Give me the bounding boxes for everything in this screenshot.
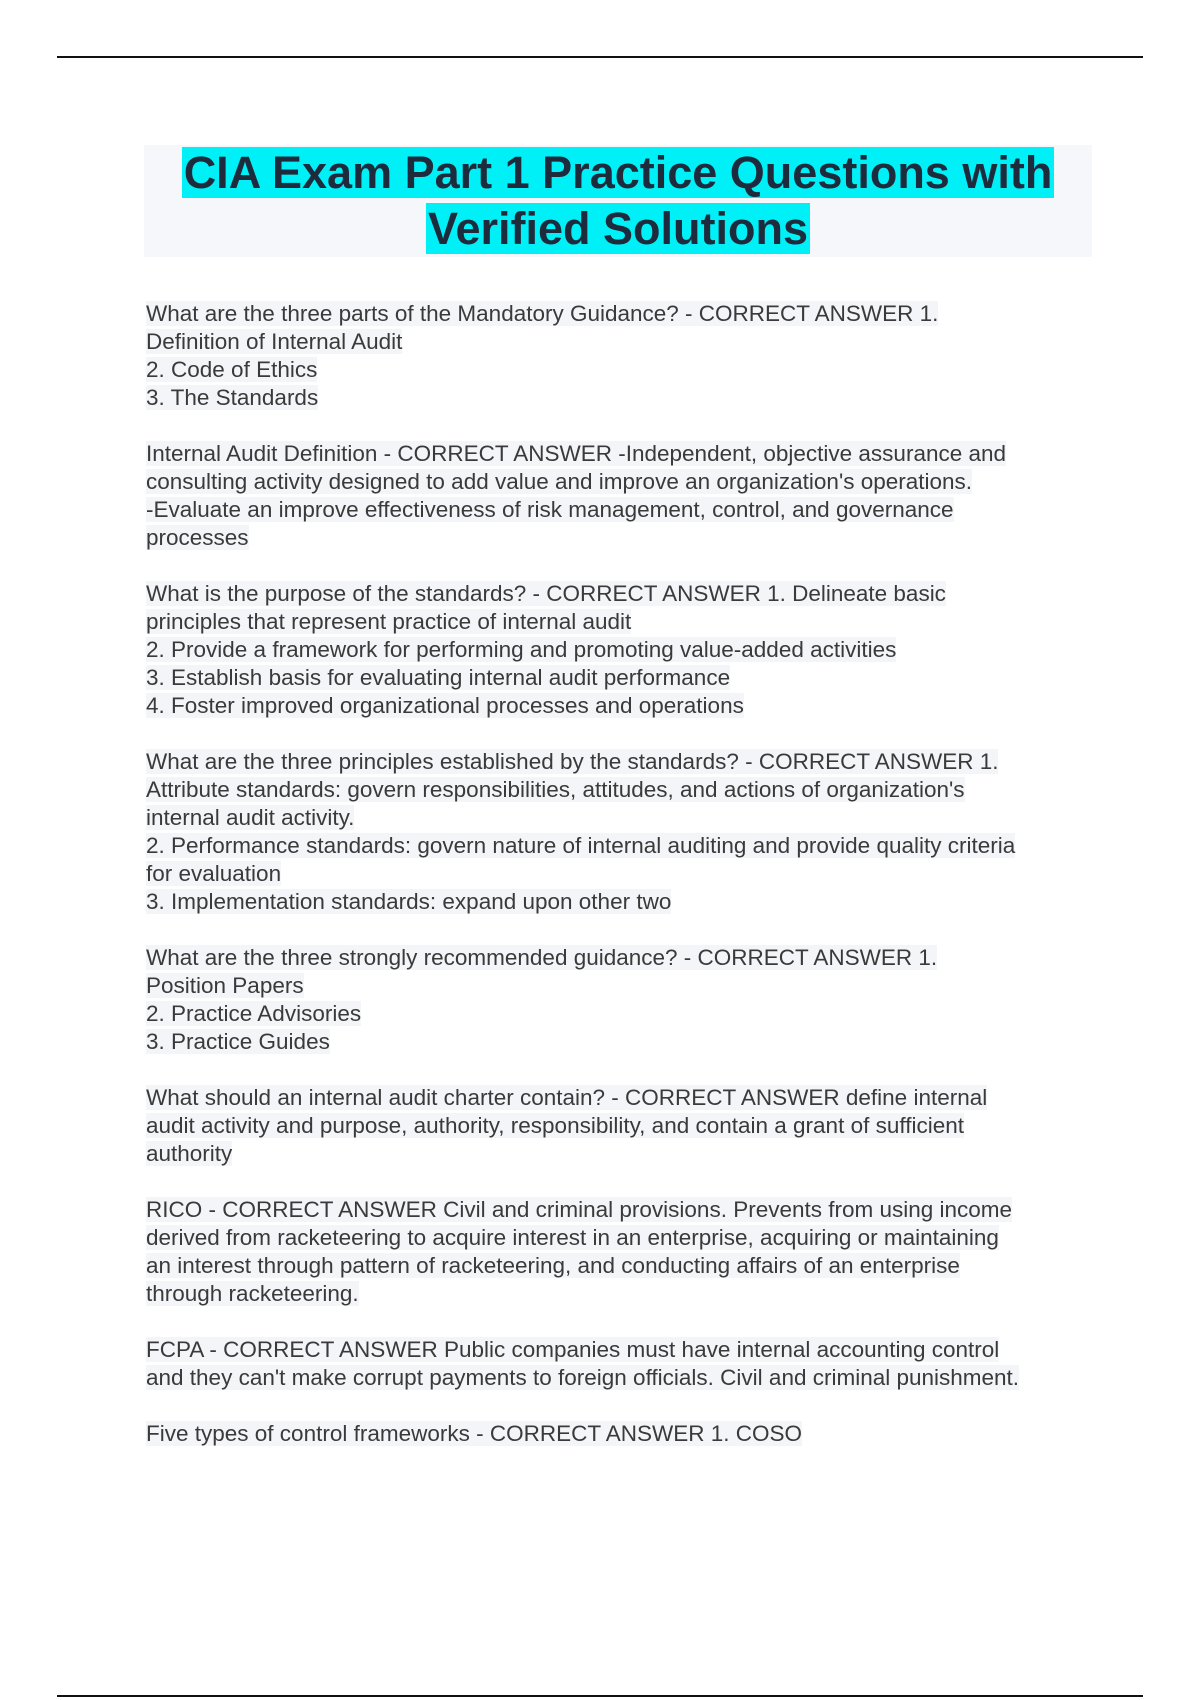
top-rule xyxy=(57,56,1143,58)
qa-item xyxy=(146,300,1086,412)
qa-item xyxy=(146,580,1086,720)
qa-line: 3. Practice Guides xyxy=(146,1029,330,1054)
title-line-2: Verified Solutions xyxy=(427,203,809,254)
qa-line: audit activity and purpose, authority, responsibility, and contain a grant of sufficient xyxy=(146,1113,964,1138)
qa-line: 3. Establish basis for evaluating internal audit performance xyxy=(146,665,731,690)
qa-line: What are the three strongly recommended guidance? - CORRECT ANSWER 1. xyxy=(146,945,938,970)
title-line-1: CIA Exam Part 1 Practice Questions with xyxy=(183,147,1053,198)
qa-line: 4. Foster improved organizational processes and operations xyxy=(146,693,744,718)
qa-item xyxy=(146,1336,1086,1392)
qa-line: -Evaluate an improve effectiveness of risk management, control, and governance xyxy=(146,497,954,522)
qa-line: an interest through pattern of racketeering, and conducting affairs of an enterprise xyxy=(146,1253,960,1278)
qa-line: Five types of control frameworks - CORRECT ANSWER 1. COSO xyxy=(146,1421,802,1446)
qa-line: What are the three principles established by the standards? - CORRECT ANSWER 1. xyxy=(146,749,999,774)
qa-line: 3. Implementation standards: expand upon other two xyxy=(146,889,672,914)
bottom-rule xyxy=(57,1695,1143,1697)
qa-list xyxy=(146,300,1086,1476)
qa-item xyxy=(146,1420,1086,1448)
qa-line: 2. Practice Advisories xyxy=(146,1001,362,1026)
qa-line: through racketeering. xyxy=(146,1281,359,1306)
qa-line: Position Papers xyxy=(146,973,304,998)
qa-line: 2. Performance standards: govern nature of internal auditing and provide quality criteria xyxy=(146,833,1016,858)
qa-line: 2. Provide a framework for performing and promoting value-added activities xyxy=(146,637,897,662)
qa-line: FCPA - CORRECT ANSWER Public companies must have internal accounting control xyxy=(146,1337,1000,1362)
document-title xyxy=(144,145,1092,257)
qa-item xyxy=(146,440,1086,552)
qa-item xyxy=(146,1196,1086,1308)
qa-line: for evaluation xyxy=(146,861,282,886)
qa-line: derived from racketeering to acquire interest in an enterprise, acquiring or maintaining xyxy=(146,1225,999,1250)
qa-line: What are the three parts of the Mandatory Guidance? - CORRECT ANSWER 1. xyxy=(146,301,939,326)
qa-line: Internal Audit Definition - CORRECT ANSWER -Independent, objective assurance and xyxy=(146,441,1007,466)
qa-line: What is the purpose of the standards? - CORRECT ANSWER 1. Delineate basic xyxy=(146,581,946,606)
qa-line: consulting activity designed to add value and improve an organization's operations. xyxy=(146,469,973,494)
qa-line: RICO - CORRECT ANSWER Civil and criminal provisions. Prevents from using income xyxy=(146,1197,1013,1222)
qa-item xyxy=(146,944,1086,1056)
qa-line: What should an internal audit charter contain? - CORRECT ANSWER define internal xyxy=(146,1085,988,1110)
qa-line: authority xyxy=(146,1141,233,1166)
qa-line: 2. Code of Ethics xyxy=(146,357,318,382)
qa-item xyxy=(146,748,1086,916)
qa-line: processes xyxy=(146,525,249,550)
qa-line: and they can't make corrupt payments to foreign officials. Civil and criminal punishment. xyxy=(146,1365,1020,1390)
qa-item xyxy=(146,1084,1086,1168)
qa-line: principles that represent practice of internal audit xyxy=(146,609,632,634)
qa-line: Attribute standards: govern responsibilities, attitudes, and actions of organization's xyxy=(146,777,965,802)
qa-line: Definition of Internal Audit xyxy=(146,329,403,354)
qa-line: internal audit activity. xyxy=(146,805,355,830)
qa-line: 3. The Standards xyxy=(146,385,319,410)
